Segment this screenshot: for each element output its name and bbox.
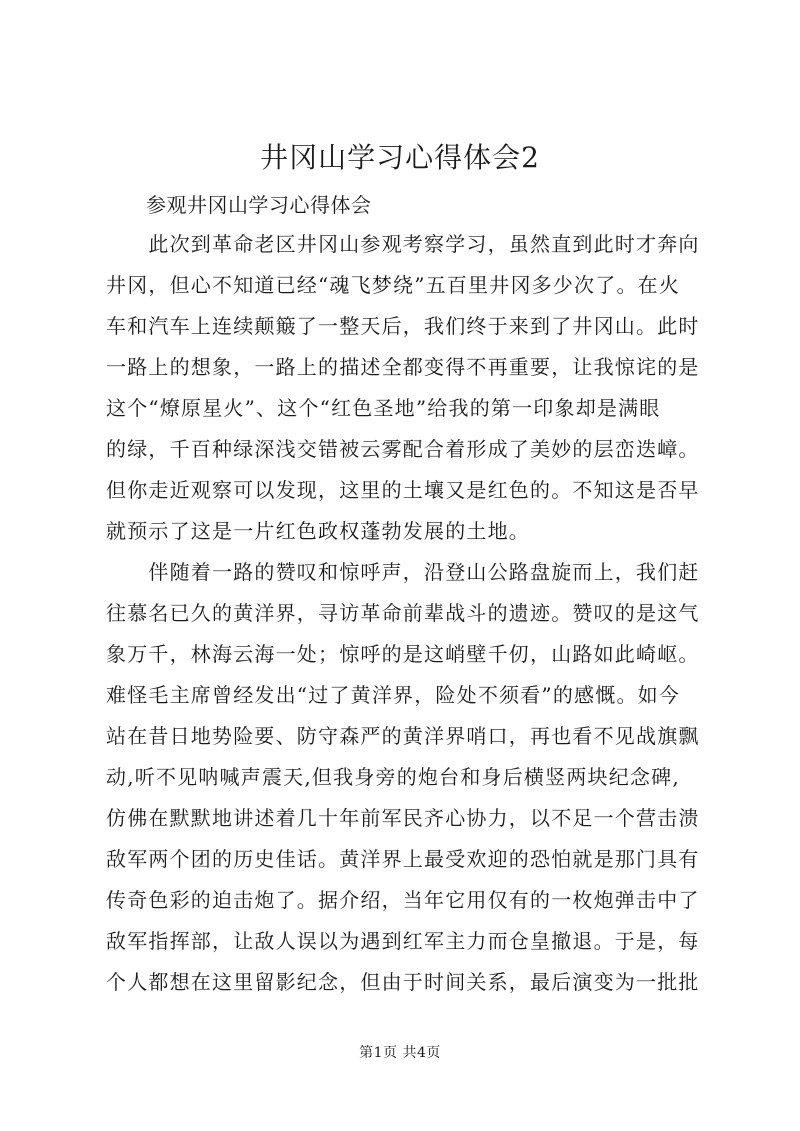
document-subtitle: 参观井冈山学习心得体会	[146, 193, 372, 217]
body-line: 动,听不见呐喊声震天,但我身旁的炮台和身后横竖两块纪念碑,	[106, 765, 680, 789]
body-line: 伴随着一路的赞叹和惊呼声，沿登山公路盘旋而上，我们赶	[106, 560, 700, 584]
body-line: 此次到革命老区井冈山参观考察学习，虽然直到此时才奔向	[106, 232, 700, 256]
body-line: 站在昔日地势险要、防守森严的黄洋界哨口，再也看不见战旗飘	[106, 724, 700, 748]
body-line: 就预示了这是一片红色政权蓬勃发展的土地。	[106, 519, 530, 543]
body-line: 个人都想在这里留影纪念，但由于时间关系，最后演变为一批批	[106, 970, 700, 994]
body-line: 传奇色彩的迫击炮了。据介绍，当年它用仅有的一枚炮弹击中了	[106, 888, 700, 912]
body-line: 难怪毛主席曾经发出“过了黄洋界，险处不须看”的感慨。如今	[106, 683, 681, 707]
body-line: 井冈，但心不知道已经“魂飞梦绕”五百里井冈多少次了。在火	[106, 273, 681, 297]
body-line: 但你走近观察可以发现，这里的土壤又是红色的。不知这是否早	[106, 478, 700, 502]
body-line: 敌军指挥部，让敌人误以为遇到红军主力而仓皇撤退。于是，每	[106, 929, 700, 953]
body-line: 的绿，千百种绿深浅交错被云雾配合着形成了美妙的层峦迭嶂。	[106, 437, 700, 461]
body-line: 敌军两个团的历史佳话。黄洋界上最受欢迎的恐怕就是那门具有	[106, 847, 700, 871]
body-line: 象万千，林海云海一处；惊呼的是这峭壁千仞，山路如此崎岖。	[106, 642, 700, 666]
document-title: 井冈山学习心得体会2	[260, 141, 540, 174]
body-line: 车和汽车上连续颠簸了一整天后，我们终于来到了井冈山。此时	[106, 314, 700, 338]
body-line: 一路上的想象，一路上的描述全都变得不再重要，让我惊诧的是	[106, 355, 700, 379]
document-body	[106, 224, 716, 1003]
page-number: 第1页 共4页	[359, 1045, 441, 1061]
body-line: 仿佛在默默地讲述着几十年前军民齐心协力，以不足一个营击溃	[106, 806, 700, 830]
body-line: 往慕名已久的黄洋界，寻访革命前辈战斗的遗迹。赞叹的是这气	[106, 601, 700, 625]
body-line: 这个“燎原星火”、这个“红色圣地”给我的第一印象却是满眼	[106, 396, 661, 420]
